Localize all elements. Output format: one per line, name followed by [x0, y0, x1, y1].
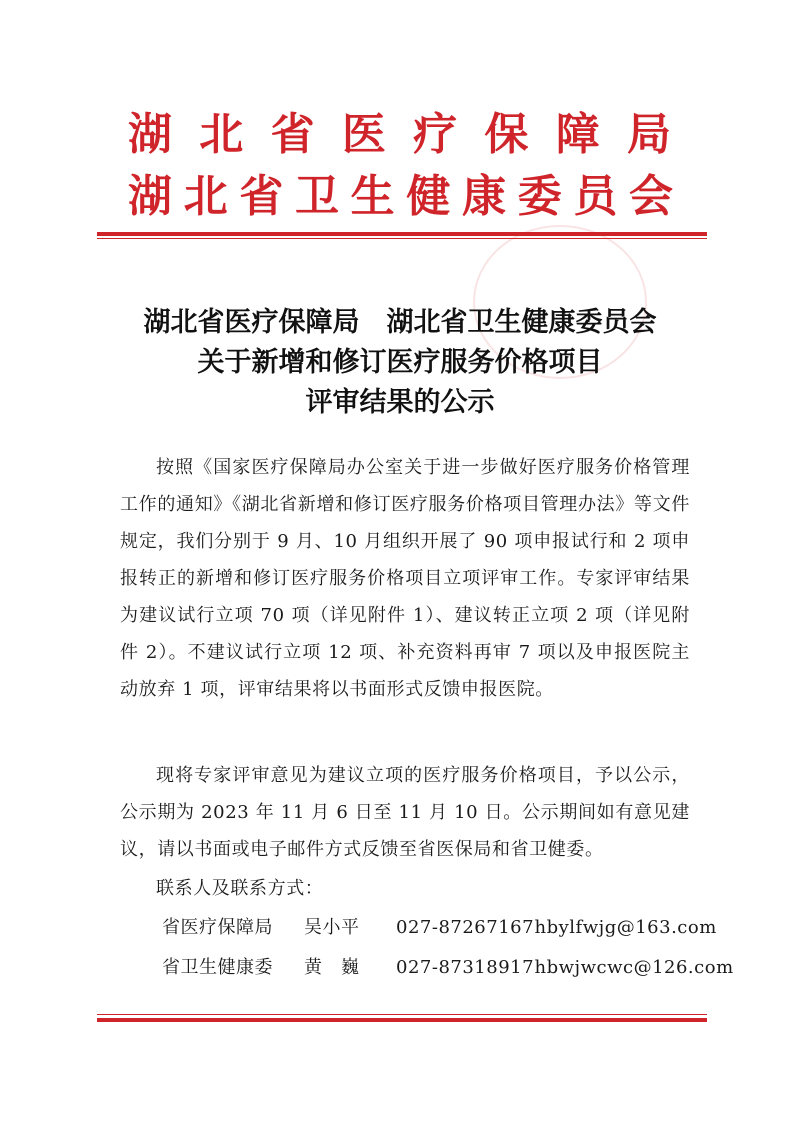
header-divider-thin	[97, 238, 707, 239]
contact-phone: 027-87267167	[396, 917, 535, 938]
document-title-line2: 关于新增和修订医疗服务价格项目	[197, 347, 603, 378]
header-agency-2: 湖北省卫生健康委员会	[128, 172, 673, 222]
document-title-line3: 评审结果的公示	[305, 387, 495, 418]
contact-org: 省卫生健康委	[162, 957, 273, 978]
body-paragraph-1: 按照《国家医疗保障局办公室关于进一步做好医疗服务价格管理工作的通知》《湖北省新增和修订医疗服务价格项目管理办法》等文件规定，我们分别于 9 月、10 月组织开展了 90 项申报试行和 2 项申报转正的新增和修订医疗服务价格项目立项评审工作。专家评审结果为建议试行立项 70 项（详见附件 1）、建议转正立项 2 项（详见附件 2）。不建议试行立项 12 项、补充资料再审 7 项以及申报医院主动放弃 1 项，评审结果将以书面形式反馈申报医院。	[120, 457, 690, 700]
footer-divider-thick	[97, 1018, 707, 1022]
header-agency-1: 湖 北 省 医 疗 保 障 局	[128, 110, 673, 160]
contact-row	[162, 910, 717, 946]
footer-divider-thin	[97, 1014, 707, 1015]
body-paragraph-2: 现将专家评审意见为建议立项的医疗服务价格项目，予以公示，公示期为 2023 年 11 月 6 日至 11 月 10 日。公示期间如有意见建议，请以书面或电子邮件方式反馈至省医保局和省卫健委。	[120, 765, 690, 860]
contact-phone: 027-87318917	[396, 957, 535, 978]
contact-name: 吴小平	[304, 917, 360, 938]
contact-org: 省医疗保障局	[162, 917, 273, 938]
contact-email: hbylfwjg@163.com	[534, 917, 717, 938]
contact-heading: 联系人及联系方式：	[156, 878, 324, 899]
document-title-line1: 湖北省医疗保障局 湖北省卫生健康委员会	[143, 307, 657, 338]
contact-name: 黄 巍	[304, 957, 360, 978]
contact-email: hbwjwcwc@126.com	[534, 957, 734, 978]
contact-row	[162, 950, 734, 986]
header-divider-thick	[97, 232, 707, 236]
